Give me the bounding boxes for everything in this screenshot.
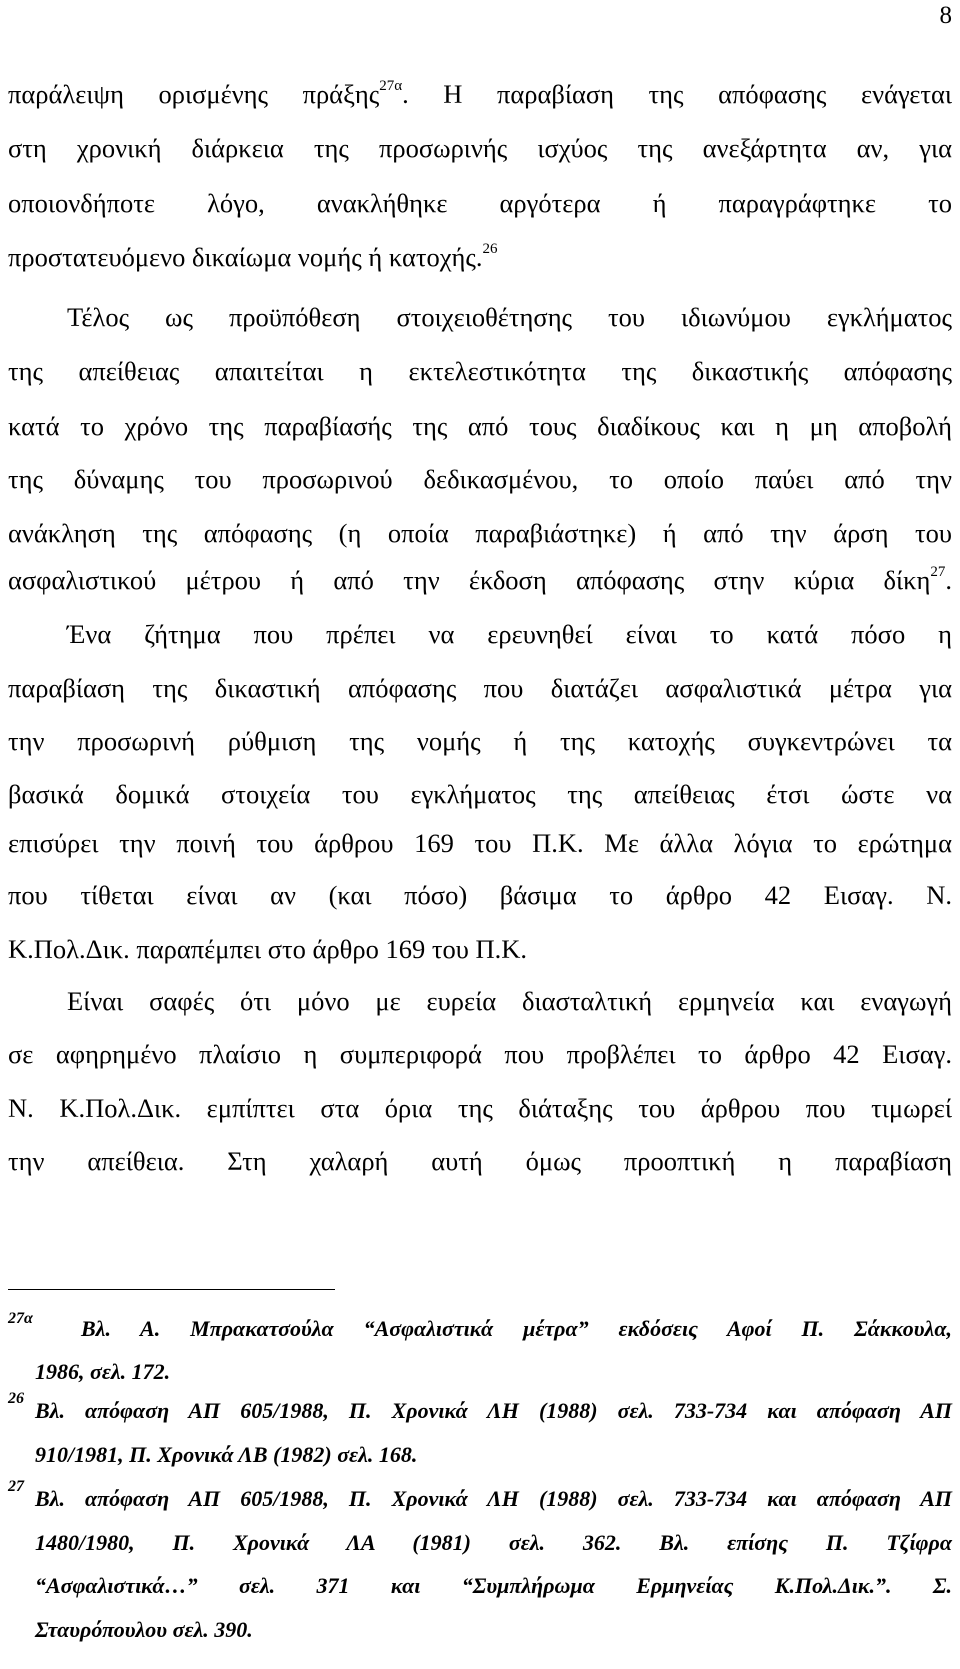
footnote-marker: 26 (8, 1390, 24, 1407)
footnote-marker: 27 (8, 1478, 24, 1495)
body-line: Τέλος ως προϋπόθεση στοιχειοθέτησης του ιδιωνύμου εγκλήματος (67, 302, 952, 332)
footnote-marker: 27α (8, 1310, 33, 1327)
body-text: . Η παραβίαση της απόφασης ενάγεται (402, 79, 953, 109)
body-line: επισύρει την ποινή του άρθρου 169 του Π.Κ. Με άλλα λόγια το ερώτημα (8, 828, 952, 858)
body-text: προστατευόμενο δικαίωμα νομής ή κατοχής. (8, 242, 483, 272)
body-line: παραβίαση της δικαστική απόφασης που διατάζει ασφαλιστικά μέτρα για (8, 673, 952, 703)
footnote-ref: 27 (930, 564, 946, 580)
footnote-line: “Ασφαλιστικά…” σελ. 371 και “Συμπλήρωμα Ερμηνείας Κ.Πολ.Δικ.”. Σ. (35, 1573, 952, 1598)
body-line: την απείθεια. Στη χαλαρή αυτή όμως προοπτική η παραβίαση (8, 1146, 952, 1176)
body-line: Κ.Πολ.Δικ. παραπέμπει στο άρθρο 169 του Π.Κ. (8, 934, 528, 964)
body-line: Ν. Κ.Πολ.Δικ. εμπίπτει στα όρια της διάταξης του άρθρου που τιμωρεί (8, 1093, 952, 1123)
footnote-line: Βλ. Α. Μπρακατσούλα “Ασφαλιστικά μέτρα” εκδόσεις Αφοί Π. Σάκκουλα, (81, 1316, 952, 1341)
body-line: οποιονδήποτε λόγο, ανακλήθηκε αργότερα ή παραγράφτηκε το (8, 188, 952, 218)
body-line: βασικά δομικά στοιχεία του εγκλήματος της απείθειας έτσι ώστε να (8, 779, 952, 809)
footnote-line: 1480/1980, Π. Χρονικά ΛΑ (1981) σελ. 362. Βλ. επίσης Π. Τζίφρα (35, 1530, 952, 1555)
footnote-line: 1986, σελ. 172. (35, 1359, 171, 1384)
body-line (8, 565, 952, 595)
footnote-ref: 27α (379, 78, 403, 94)
body-line: στη χρονική διάρκεια της προσωρινής ισχύος της ανεξάρτητα αν, για (8, 133, 952, 163)
body-line (8, 79, 952, 109)
body-line: της δύναμης του προσωρινού δεδικασμένου, το οποίο παύει από την (8, 464, 952, 494)
footnote-line: Βλ. απόφαση ΑΠ 605/1988, Π. Χρονικά ΛΗ (1988) σελ. 733-734 και απόφαση ΑΠ (35, 1398, 952, 1423)
body-line (8, 242, 952, 272)
footnote-line: Σταυρόπουλου σελ. 390. (35, 1617, 253, 1642)
footnote-ref: 26 (482, 241, 498, 257)
page-number: 8 (939, 2, 952, 29)
footnote-separator (8, 1289, 335, 1290)
body-line: της απείθειας απαιτείται η εκτελεστικότητα της δικαστικής απόφασης (8, 356, 952, 386)
footnote-line: Βλ. απόφαση ΑΠ 605/1988, Π. Χρονικά ΛΗ (1988) σελ. 733-734 και απόφαση ΑΠ (35, 1486, 952, 1511)
body-line: σε αφηρημένο πλαίσιο η συμπεριφορά που προβλέπει το άρθρο 42 Εισαγ. (8, 1039, 952, 1069)
body-line: την προσωρινή ρύθμιση της νομής ή της κατοχής συγκεντρώνει τα (8, 726, 952, 756)
body-text: . (945, 565, 952, 595)
body-line: ανάκληση της απόφασης (η οποία παραβιάστηκε) ή από την άρση του (8, 518, 952, 548)
body-text: παράλειψη ορισμένης πράξης (8, 79, 380, 109)
body-text: ασφαλιστικού μέτρου ή από την έκδοση απόφασης στην κύρια δίκη (8, 565, 931, 595)
body-line: Είναι σαφές ότι μόνο με ευρεία διασταλτική ερμηνεία και εναγωγή (67, 986, 952, 1016)
footnote-line: 910/1981, Π. Χρονικά ΛΒ (1982) σελ. 168. (35, 1442, 418, 1467)
body-line: κατά το χρόνο της παραβίασής της από τους διαδίκους και η μη αποβολή (8, 411, 952, 441)
body-line: Ένα ζήτημα που πρέπει να ερευνηθεί είναι το κατά πόσο η (67, 619, 952, 649)
body-line: που τίθεται είναι αν (και πόσο) βάσιμα το άρθρο 42 Εισαγ. Ν. (8, 880, 952, 910)
